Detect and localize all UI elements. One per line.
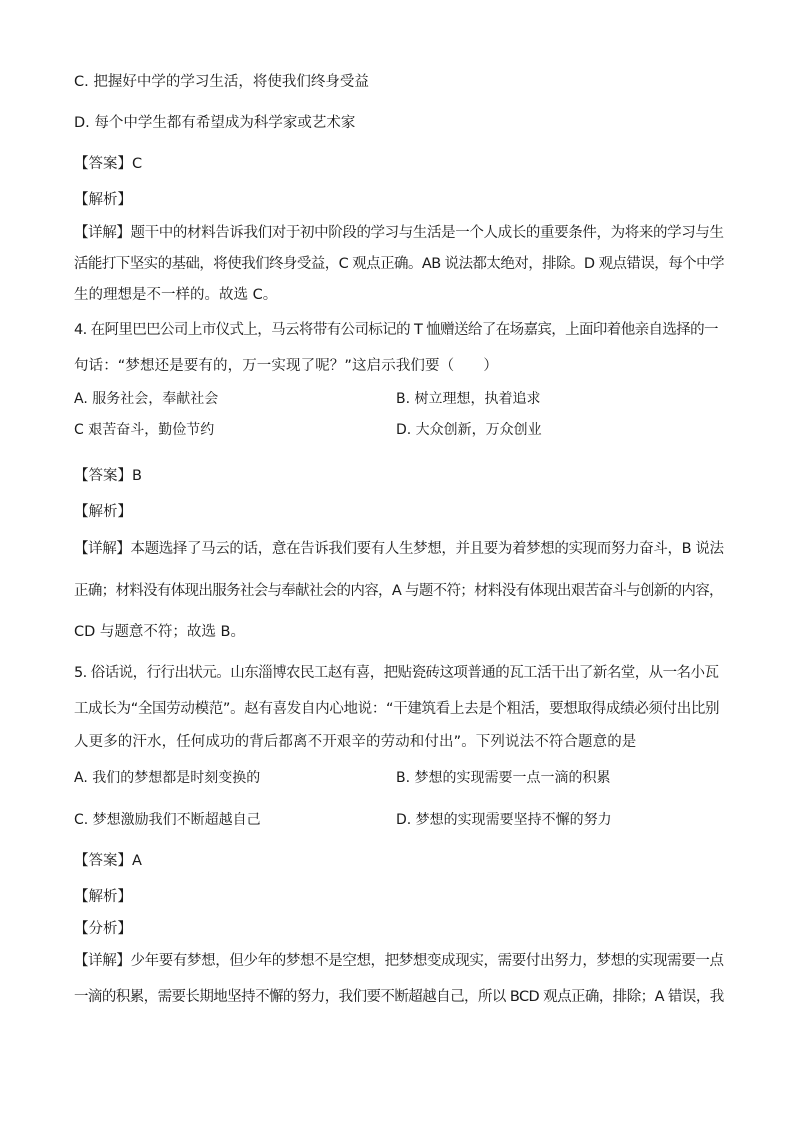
q4-option-a: A. 服务社会，奉献社会 <box>74 391 219 407</box>
q4-analysis-label: 【解析】 <box>74 504 132 520</box>
q5-option-d: D. 梦想的实现需要坚持不懈的努力 <box>396 812 612 828</box>
q3-option-c: C. 把握好中学的学习生活，将使我们终身受益 <box>74 74 369 90</box>
q4-option-d: D. 大众创新，万众创业 <box>396 422 542 438</box>
q5-option-a: A. 我们的梦想都是时刻变换的 <box>74 770 261 786</box>
q4-option-c: C 艰苦奋斗，勤俭节约 <box>74 422 215 438</box>
q5-option-c: C. 梦想激励我们不断超越自己 <box>74 812 261 828</box>
q4-stem-line-1: 4. 在阿里巴巴公司上市仪式上，马云将带有公司标记的 T 恤赠送给了在场嘉宾，上面印着他亲自选择的一 <box>74 322 718 338</box>
q3-detail-line-3: 生的理想是不一样的。故选 C。 <box>74 287 278 303</box>
q5-option-b: B. 梦想的实现需要一点一滴的积累 <box>396 770 611 786</box>
q3-detail-line-1: 【详解】题干中的材料告诉我们对于初中阶段的学习与生活是一个人成长的重要条件，为将来的学习与生 <box>74 225 724 241</box>
q4-stem-line-2: 句话：“梦想还是要有的，万一实现了呢？”这启示我们要（ ） <box>74 358 499 374</box>
q4-answer: 【答案】B <box>74 468 142 484</box>
q5-stem-line-3: 人更多的汗水，任何成功的背后都离不开艰辛的劳动和付出”。下列说法不符合题意的是 <box>74 734 637 750</box>
q5-fenxi-label: 【分析】 <box>74 921 132 937</box>
q5-detail-line-2: 一滴的积累，需要长期地坚持不懈的努力，我们要不断超越自己，所以 BCD 观点正确，排除；A 错误，我 <box>74 989 724 1005</box>
q3-detail-line-2: 活能打下坚实的基础，将使我们终身受益，C 观点正确。AB 说法都太绝对，排除。D 观点错误，每个中学 <box>74 256 724 272</box>
q5-stem-line-1: 5. 俗话说，行行出状元。山东淄博农民工赵有喜，把贴瓷砖这项普通的瓦工活干出了新名堂，从一名小瓦 <box>74 665 719 681</box>
q3-analysis-label: 【解析】 <box>74 192 132 208</box>
q5-analysis-label: 【解析】 <box>74 889 132 905</box>
q5-stem-line-2: 工成长为“全国劳动模范”。赵有喜发自内心地说：“干建筑看上去是个粗活，要想取得成绩必须付出比别 <box>74 701 720 717</box>
q4-detail-line-3: CD 与题意不符；故选 B。 <box>74 624 245 640</box>
q4-detail-line-1: 【详解】本题选择了马云的话，意在告诉我们要有人生梦想，并且要为着梦想的实现而努力奋斗，B 说法 <box>74 541 724 557</box>
q5-detail-line-1: 【详解】少年要有梦想，但少年的梦想不是空想，把梦想变成现实，需要付出努力，梦想的实现需要一点 <box>74 953 724 969</box>
q5-answer: 【答案】A <box>74 853 142 869</box>
q3-answer: 【答案】C <box>74 156 143 172</box>
q4-detail-line-2: 正确；材料没有体现出服务社会与奉献社会的内容，A 与题不符；材料没有体现出艰苦奋斗与创新的内容， <box>74 583 723 599</box>
q4-option-b: B. 树立理想，执着追求 <box>396 391 541 407</box>
q3-option-d: D. 每个中学生都有希望成为科学家或艺术家 <box>74 115 356 131</box>
